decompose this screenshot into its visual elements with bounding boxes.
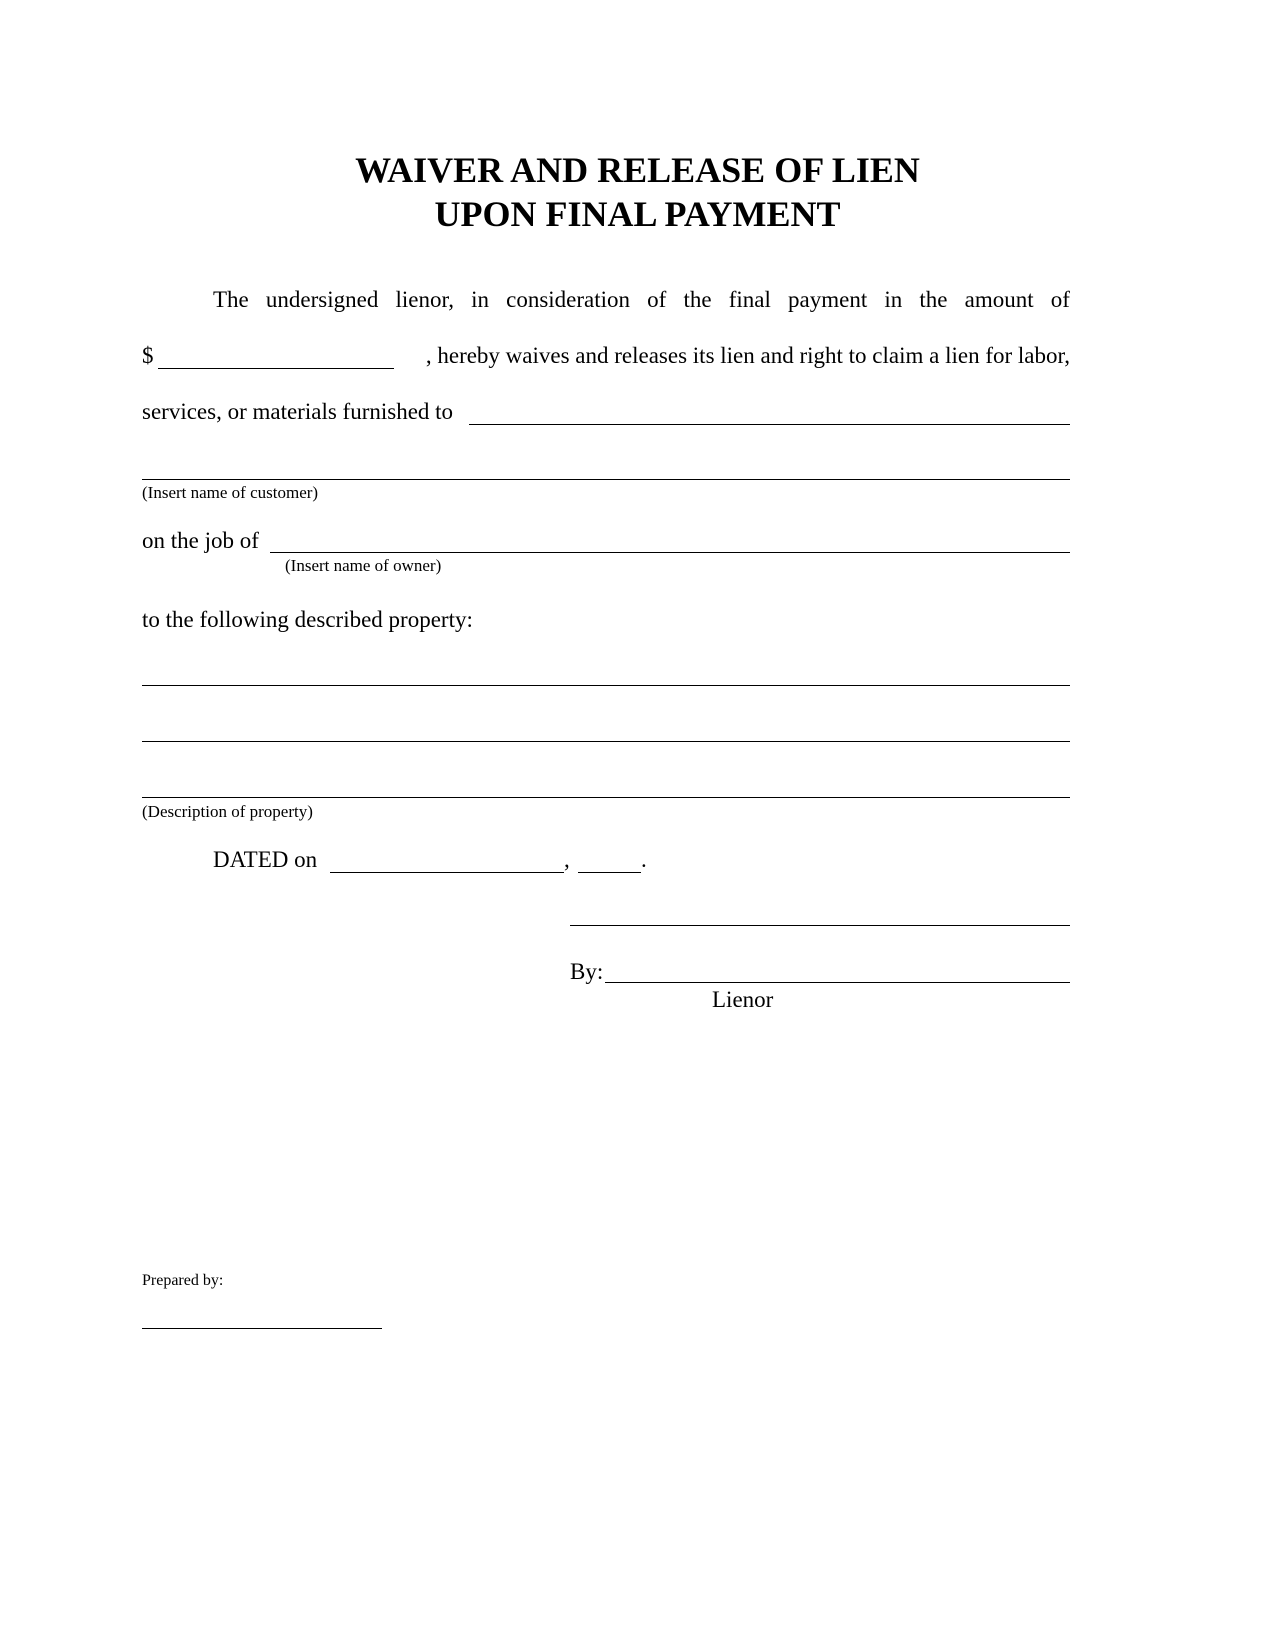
intro-word: final (728, 287, 771, 312)
intro-word: amount (964, 287, 1034, 312)
property-description-blank-3[interactable] (142, 797, 1070, 798)
waiver-clause: , hereby waives and releases its lien and right to claim a lien for labor, (425, 343, 1070, 368)
year-blank[interactable] (578, 872, 641, 873)
intro-word: the (919, 287, 948, 312)
property-description-blank-1[interactable] (142, 685, 1070, 686)
intro-word: of (1050, 287, 1070, 312)
customer-caption: (Insert name of customer) (142, 483, 319, 502)
intro-word: the (683, 287, 712, 312)
document-title-line-2: UPON FINAL PAYMENT (434, 194, 841, 234)
dollar-sign: $ (142, 343, 154, 368)
by-label: By: (570, 959, 604, 984)
dated-label: DATED on (213, 847, 318, 872)
dated-comma: , (564, 847, 570, 872)
intro-word: payment (788, 287, 868, 312)
intro-word: in (471, 287, 489, 312)
customer-name-blank-2[interactable] (142, 479, 1070, 480)
intro-sentence (213, 286, 1070, 314)
intro-word: The (213, 287, 249, 312)
intro-word: of (647, 287, 667, 312)
document-title-line-1: WAIVER AND RELEASE OF LIEN (355, 150, 920, 190)
property-label: to the following described property: (142, 607, 473, 632)
owner-caption: (Insert name of owner) (285, 556, 442, 575)
property-caption: (Description of property) (142, 802, 313, 821)
owner-name-blank[interactable] (270, 552, 1070, 553)
dated-period: . (641, 847, 647, 872)
prepared-by-label: Prepared by: (142, 1272, 224, 1289)
intro-word: in (884, 287, 903, 312)
amount-blank[interactable] (158, 368, 394, 369)
intro-word: lienor, (395, 287, 454, 312)
lienor-name-blank[interactable] (570, 925, 1070, 926)
intro-word: consideration (506, 287, 631, 312)
job-label: on the job of (142, 528, 259, 553)
intro-word: undersigned (265, 287, 379, 312)
date-blank[interactable] (330, 872, 564, 873)
property-description-blank-2[interactable] (142, 741, 1070, 742)
prepared-by-blank[interactable] (142, 1328, 382, 1329)
furnished-to-label: services, or materials furnished to (142, 399, 454, 424)
lienor-caption: Lienor (712, 987, 774, 1012)
signature-blank[interactable] (605, 982, 1070, 983)
customer-name-blank-1[interactable] (469, 424, 1070, 425)
